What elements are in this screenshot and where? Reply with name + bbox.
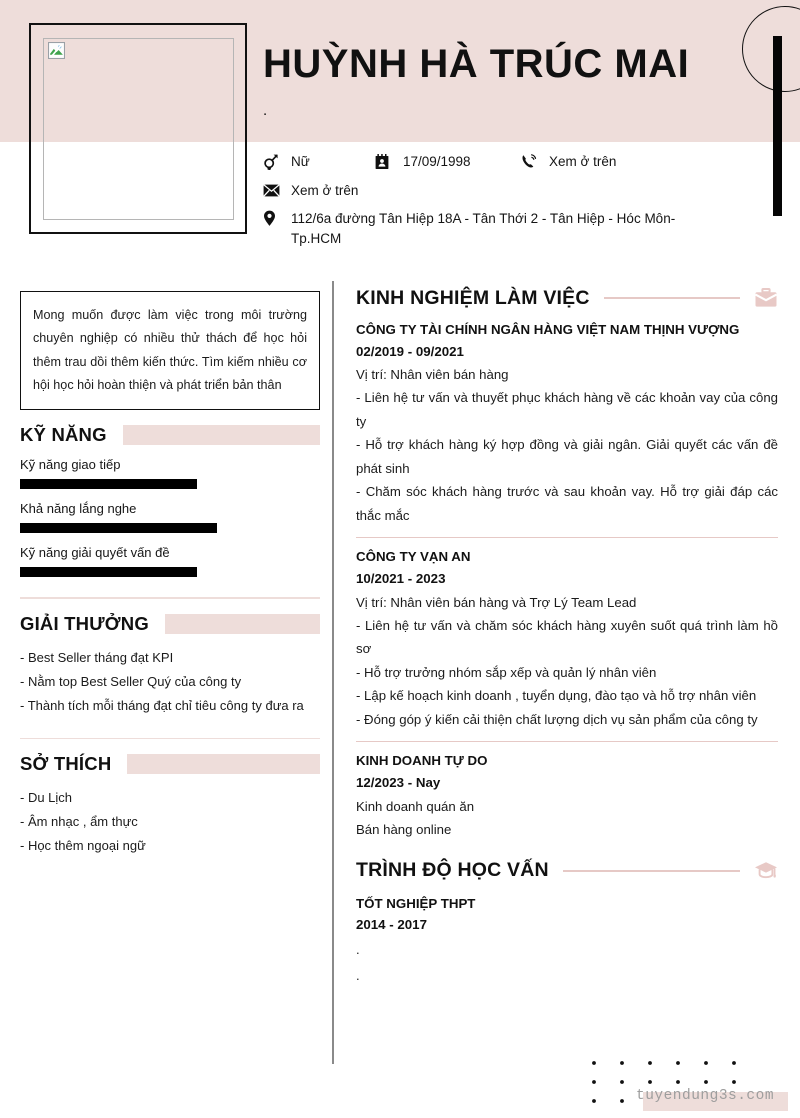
contact-email-value: Xem ở trên [291, 182, 359, 198]
skill-label: Kỹ năng giải quyết vấn đề [20, 545, 170, 561]
profile-photo-inner-border [43, 38, 234, 220]
hobbies-list [20, 786, 320, 858]
contact-dob [375, 152, 521, 172]
job-dates: 02/2019 - 09/2021 [356, 343, 464, 359]
list-item: - Nằm top Best Seller Quý của công ty [20, 673, 242, 689]
contact-gender [263, 152, 375, 172]
vertical-bar-decoration [773, 36, 782, 216]
list-item: - Best Seller tháng đạt KPI [20, 649, 174, 665]
education-title-rule [563, 870, 740, 871]
education-school: TỐT NGHIỆP THPT [356, 895, 476, 911]
skill-fill [20, 567, 197, 577]
awards-section-header [20, 613, 320, 635]
graduation-cap-icon [754, 859, 778, 883]
contact-dob-value: 17/09/1998 [403, 154, 471, 169]
experience-title: KINH NGHIỆM LÀM VIỆC [356, 286, 590, 309]
awards-list [20, 646, 320, 718]
name-subtitle: . [263, 102, 268, 119]
hobbies-section-header [20, 753, 320, 775]
job-divider [356, 741, 778, 742]
job-bullet: - Đóng góp ý kiến cải thiện chất lượng dịch vụ sản phẩm của công ty [356, 711, 758, 727]
job-detail: Bán hàng online [356, 821, 452, 837]
job-company: CÔNG TY TÀI CHÍNH NGÂN HÀNG VIỆT NAM THỊNH VƯỢNG [356, 322, 740, 337]
phone-icon [521, 153, 541, 170]
contact-row-2 [263, 181, 733, 201]
right-column [356, 286, 778, 989]
contact-address [263, 209, 733, 248]
education-section-header [356, 859, 778, 883]
column-divider [332, 281, 334, 1064]
job-bullet: - Hỗ trợ khách hàng ký hợp đồng và giải ngân. Giải quyết các vấn đề phát sinh [356, 437, 778, 476]
experience-section-header [356, 286, 778, 310]
objective-box [20, 291, 320, 410]
job-divider [356, 537, 778, 538]
skill-label: Kỹ năng giao tiếp [20, 457, 121, 473]
contact-phone-value: Xem ở trên [549, 154, 617, 169]
job-bullet: - Liên hệ tư vấn và thuyết phục khách hàng về các khoản vay của công ty [356, 390, 778, 429]
hobbies-title-accent-bar [127, 754, 320, 774]
left-column [0, 281, 332, 858]
contact-phone[interactable] [521, 152, 616, 172]
awards-title: GIẢI THƯỞNG [20, 612, 149, 634]
education-title: TRÌNH ĐỘ HỌC VẤN [356, 859, 549, 882]
footer-watermark [588, 1055, 788, 1113]
skills-title: KỸ NĂNG [20, 424, 107, 446]
list-item: - Âm nhạc , ẩm thực [20, 814, 138, 830]
skill-track [20, 479, 310, 489]
awards-divider [20, 597, 320, 598]
job-bullet: - Hỗ trợ trưởng nhóm sắp xếp và quản lý nhân viên [356, 664, 657, 680]
awards-title-accent-bar [165, 614, 320, 634]
job-entry [356, 547, 778, 731]
job-detail: Kinh doanh quán ăn [356, 798, 475, 814]
experience-title-rule [604, 297, 740, 298]
skills-section-header [20, 424, 320, 446]
education-note: . [356, 941, 360, 957]
skill-item [20, 545, 320, 577]
watermark-text: tuyendung3s.com [636, 1088, 775, 1104]
job-role: Vị trí: Nhân viên bán hàng [356, 367, 509, 383]
job-company: CÔNG TY VẠN AN [356, 549, 471, 565]
hobbies-divider [20, 738, 320, 739]
list-item: - Học thêm ngoại ngữ [20, 838, 146, 854]
id-card-icon [375, 153, 395, 170]
education-dates: 2014 - 2017 [356, 917, 427, 933]
contact-email[interactable] [263, 181, 358, 201]
skill-label: Khả năng lắng nghe [20, 501, 137, 517]
hobbies-section [20, 738, 320, 859]
job-company: KINH DOANH TỰ DO [356, 753, 488, 769]
contact-block [263, 152, 733, 257]
envelope-icon [263, 182, 283, 199]
awards-section [20, 597, 320, 718]
skills-title-accent-bar [123, 425, 320, 445]
gender-icon [263, 153, 283, 170]
skill-fill [20, 523, 217, 533]
education-note: . [356, 967, 360, 983]
job-entry [356, 320, 778, 527]
objective-text: Mong muốn được làm việc trong môi trường chuyên nghiệp có nhiều thử thách để học hỏi thêm trau dồi thêm kiến thức. Tìm kiếm nhiều cơ hội học hỏi hoàn thiện và phát triển bản thân [33, 308, 307, 392]
contact-row-3 [263, 209, 733, 248]
contact-address-value: 112/6a đường Tân Hiệp 18A - Tân Thới 2 - Tân Hiệp - Hóc Môn-Tp.HCM [291, 211, 676, 246]
skill-track [20, 523, 310, 533]
skill-track [20, 567, 310, 577]
list-item: - Du Lịch [20, 790, 73, 806]
education-entry [356, 893, 778, 989]
job-entry [356, 751, 778, 840]
job-dates: 12/2023 - Nay [356, 775, 441, 791]
job-bullet: - Lập kế hoạch kinh doanh , tuyển dụng, đào tạo và hỗ trợ nhân viên [356, 688, 757, 704]
skill-item [20, 501, 320, 533]
job-dates: 10/2021 - 2023 [356, 571, 446, 587]
job-bullet: - Liên hệ tư vấn và chăm sóc khách hàng xuyên suốt quá trình làm hồ sơ [356, 617, 778, 657]
list-item: - Thành tích mỗi tháng đạt chỉ tiêu công ty đưa ra [20, 697, 304, 713]
hobbies-title: SỞ THÍCH [20, 753, 112, 775]
contact-row-1 [263, 152, 733, 172]
skills-section [20, 424, 320, 577]
profile-photo-frame[interactable] [29, 23, 247, 234]
job-bullet: - Chăm sóc khách hàng trước và sau khoản vay. Hỗ trợ giải đáp các thắc mắc [356, 484, 778, 523]
broken-image-icon [48, 42, 65, 59]
job-role: Vị trí: Nhân viên bán hàng và Trợ Lý Team Lead [356, 594, 637, 610]
skill-item [20, 457, 320, 489]
contact-gender-value: Nữ [291, 154, 310, 169]
location-pin-icon [263, 210, 283, 227]
briefcase-icon [754, 286, 778, 310]
skill-fill [20, 479, 197, 489]
page-title-name: HUỲNH HÀ TRÚC MAI [263, 42, 690, 86]
